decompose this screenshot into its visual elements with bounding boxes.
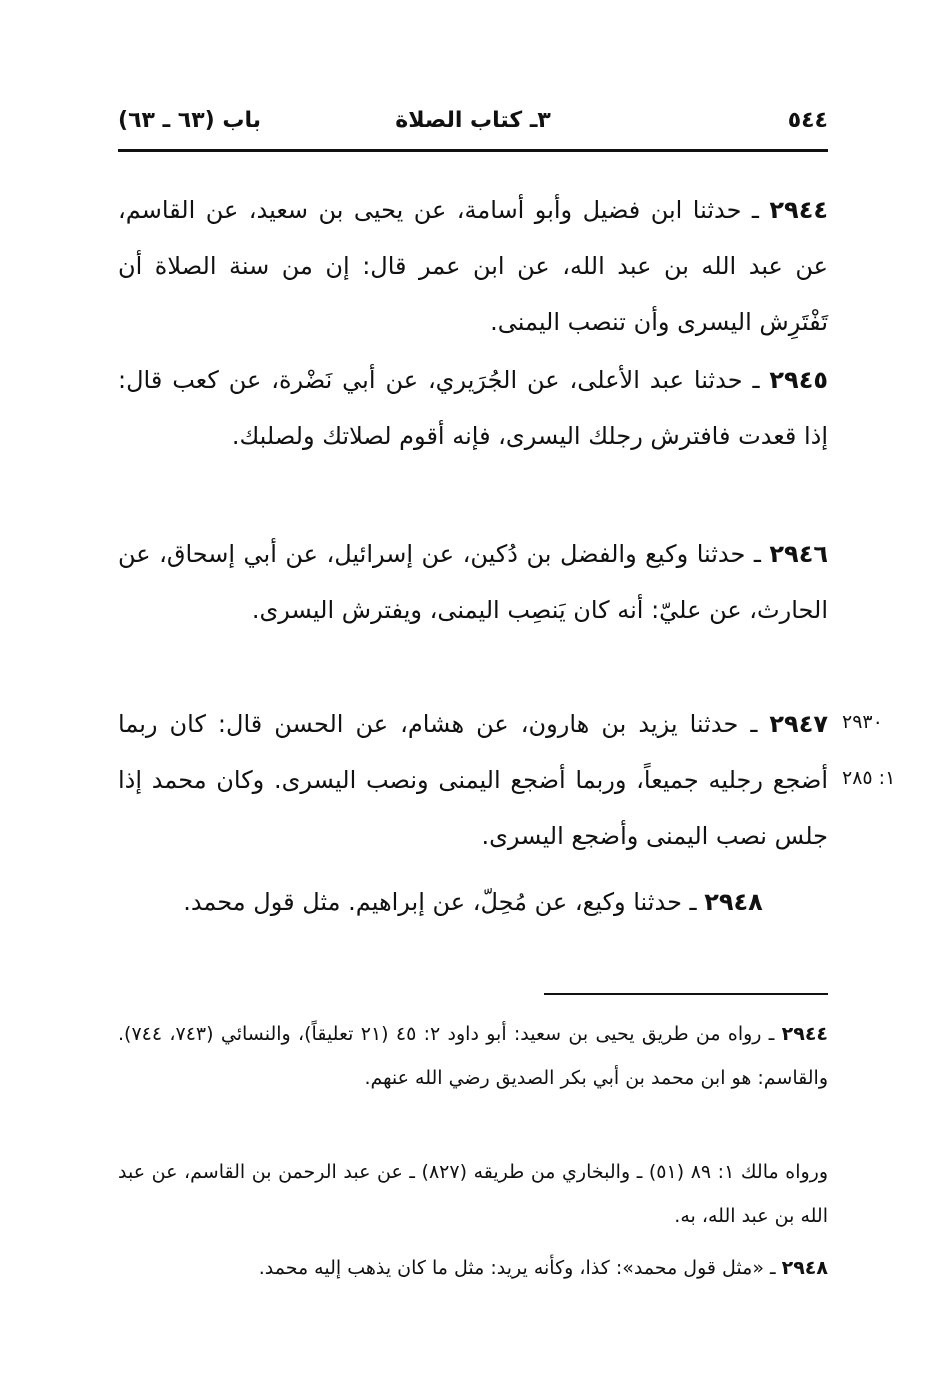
hadith-number: ٢٩٤٧ — [769, 710, 828, 738]
footnote-2948 — [118, 1246, 828, 1290]
hadith-2948 — [118, 874, 828, 930]
hadith-number: ٢٩٤٤ — [769, 196, 828, 224]
book-title: ٣ـ كتاب الصلاة — [395, 108, 551, 133]
hadith-2944 — [118, 182, 828, 350]
footnote-number: ٢٩٤٤ — [781, 1023, 829, 1045]
page-number: ٥٤٤ — [787, 108, 828, 133]
hadith-text: ـ حدثنا ابن فضيل وأبو أسامة، عن يحيى بن سعيد، عن القاسم، عن عبد الله بن عبد الله، عن ابن عمر قال: إن من سنة الصلاة أن تَفْتَرِش اليسرى وأن تنصب اليمنى. — [118, 196, 828, 336]
footnote-divider — [544, 993, 828, 995]
footnote-text: ـ رواه من طريق يحيى بن سعيد: أبو داود ٢: ٤٥ (٢١ تعليقاً)، والنسائي (٧٤٣، ٧٤٤). والقاسم: هو ابن محمد بن أبي بكر الصديق رضي الله عنهم. — [118, 1023, 828, 1089]
hadith-text: ـ حدثنا عبد الأعلى، عن الجُرَيري، عن أبي نَضْرة، عن كعب قال: إذا قعدت فافترش رجلك اليسرى، فإنه أقوم لصلاتك ولصلبك. — [118, 366, 828, 450]
hadith-text: ـ حدثنا يزيد بن هارون، عن هشام، عن الحسن قال: كان ربما أضجع رجليه جميعاً، وربما أضجع اليمنى ونصب اليسرى. وكان محمد إذا جلس نصب اليمنى وأضجع اليسرى. — [118, 710, 828, 850]
footnote-text: ـ «مثل قول محمد»: كذا، وكأنه يريد: مثل ما كان يذهب إليه محمد. — [258, 1257, 782, 1279]
page-header — [118, 108, 828, 144]
margin-reference: ٢٩٣٠ — [842, 711, 883, 733]
hadith-text: ـ حدثنا وكيع، عن مُحِلّ، عن إبراهيم. مثل قول محمد. — [183, 888, 705, 916]
hadith-number: ٢٩٤٨ — [704, 888, 763, 916]
margin-reference: ١: ٢٨٥ — [842, 767, 896, 789]
footnote-number: ٢٩٤٨ — [781, 1257, 828, 1279]
footnote-2944 — [118, 1012, 828, 1100]
header-divider — [118, 149, 828, 152]
hadith-2945 — [118, 352, 828, 464]
hadith-2946 — [118, 526, 828, 638]
hadith-number: ٢٩٤٥ — [769, 366, 828, 394]
footnote-continuation — [118, 1150, 828, 1238]
hadith-number: ٢٩٤٦ — [769, 540, 828, 568]
hadith-text: ـ حدثنا وكيع والفضل بن دُكين، عن إسرائيل، عن أبي إسحاق، عن الحارث، عن عليّ: أنه كان يَنصِب اليمنى، ويفترش اليسرى. — [118, 540, 828, 624]
footnote-text: ورواه مالك ١: ٨٩ (٥١) ـ والبخاري من طريقه (٨٢٧) ـ عن عبد الرحمن بن القاسم، عن عبد الله بن عبد الله، به. — [118, 1161, 828, 1227]
hadith-2947 — [118, 696, 828, 864]
chapter-label: باب (٦٣ ـ ٦٣) — [118, 108, 261, 133]
